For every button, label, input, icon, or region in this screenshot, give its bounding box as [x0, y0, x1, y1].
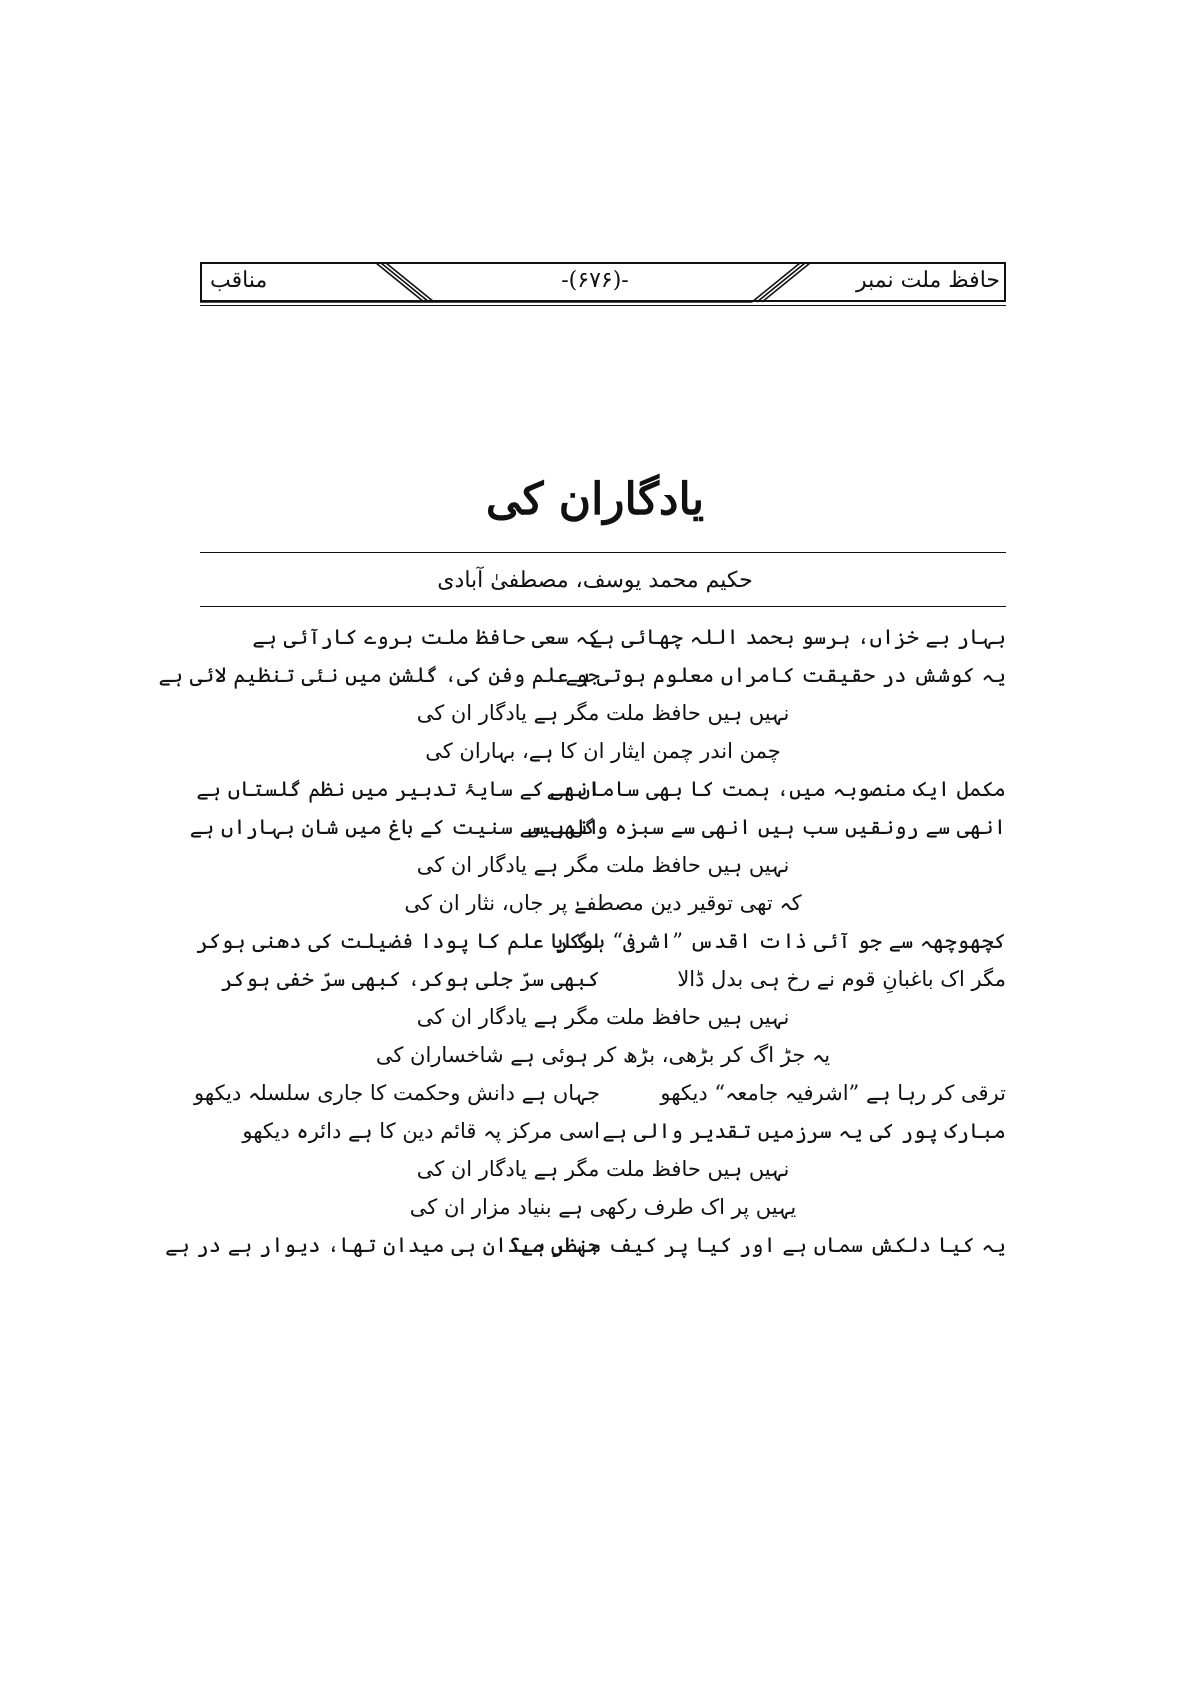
verse-left: کبھی سرّ جلی ہوکر، کبھی سرّ خفی ہوکر [221, 967, 600, 991]
refrain-row [200, 694, 1006, 732]
verse-left: جہاں میدان ہی میدان تھا، دیوار ہے در ہے [165, 1233, 600, 1257]
refrain-row [200, 1150, 1006, 1188]
verse-row [196, 770, 1006, 808]
verse-right: بہار بے خزاں، ہرسو بحمد اللہ چھائی ہے [590, 625, 1006, 649]
verse-left: لگایا علم کا پودا فضیلت کی دھنی ہوکر [196, 929, 600, 953]
refrain-line: نہیں ہیں حافظ ملت مگر ہے یادگار ان کی [416, 1005, 790, 1029]
verse-right: انھی سے رونقیں سب ہیں انھی سے سبزہ وگل ہیں [527, 815, 1006, 839]
refrain-row [200, 1036, 1006, 1074]
verse-right: مگر اک باغبانِ قوم نے رخ ہی بدل ڈالا [677, 967, 1006, 991]
verse-right: کچھوچھہ سے جو آئی ذات اقدس ”اشرفی“ ہوکر [556, 929, 1006, 953]
verse-right: مبارک پور کی یہ سرزمیں تقدیر والی ہے [602, 1119, 1006, 1143]
refrain-row [200, 884, 1006, 922]
refrain-line: یہ جڑ اگ کر بڑھی، بڑھ کر ہوئی ہے شاخساران کی [375, 1043, 831, 1067]
refrain-line: نہیں ہیں حافظ ملت مگر ہے یادگار ان کی [416, 701, 790, 725]
verse-row [196, 922, 1006, 960]
author-rule [200, 606, 1006, 607]
verse-left: جو علم وفن کی، گلشن میں نئی تنظیم لائی ہے [158, 663, 600, 687]
refrain-row [200, 732, 1006, 770]
verse-row [200, 960, 1006, 998]
verse-left: کہ سعی حافظ ملت بروے کارآئی ہے [252, 625, 600, 649]
verse-row [158, 656, 1006, 694]
poem-body [158, 618, 1006, 1264]
author-name: حکیم محمد یوسف، مصطفیٰ آبادی [437, 568, 753, 593]
refrain-line: کہ تھی توقیر دین مصطفےٰ پر جاں، نثار ان کی [404, 891, 802, 915]
journal-title: حافظ ملت نمبر [856, 268, 1000, 293]
verse-row [200, 618, 1006, 656]
refrain-line: نہیں ہیں حافظ ملت مگر ہے یادگار ان کی [416, 853, 790, 877]
verse-left: انھی کے سایۂ تدبیر میں نظم گلستاں ہے [196, 777, 600, 801]
header-underline [200, 305, 1006, 306]
refrain-row [200, 846, 1006, 884]
verse-right: یہ کوشش در حقیقت کامراں معلوم ہوتی ہے [565, 663, 1006, 687]
page-number: -(۶۷۶)- [561, 268, 629, 293]
verse-left: جہاں ہے دانش وحکمت کا جاری سلسلہ دیکھو [194, 1081, 600, 1105]
verse-right: یہ کیا دلکش سماں ہے اور کیا پر کیف منظر ہے؟ [508, 1233, 1006, 1257]
refrain-row [200, 998, 1006, 1036]
verse-right: مکمل ایک منصوبہ میں، ہمت کا بھی ساماں ہے [546, 777, 1006, 801]
refrain-row [200, 1188, 1006, 1226]
title-rule [200, 552, 1006, 553]
refrain-line: یہیں پر اک طرف رکھی ہے بنیاد مزار ان کی [409, 1195, 797, 1219]
poem-title: یادگاران کی [485, 474, 705, 525]
verse-row [200, 1112, 1006, 1150]
verse-row [194, 1074, 1006, 1112]
verse-row [165, 1226, 1006, 1264]
verse-left: انھی سے سنیت کے باغ میں شان بہاراں ہے [189, 815, 600, 839]
refrain-line: چمن اندر چمن ایثار ان کا ہے، بہاران کی [425, 739, 781, 763]
refrain-line: نہیں ہیں حافظ ملت مگر ہے یادگار ان کی [416, 1157, 790, 1181]
verse-left: اسی مرکز پہ قائم دین کا ہے دائرہ دیکھو [242, 1119, 600, 1143]
verse-right: ترقی کر رہا ہے ”اشرفیہ جامعہ“ دیکھو [660, 1081, 1006, 1105]
verse-row [189, 808, 1006, 846]
section-title: مناقب [210, 268, 268, 293]
